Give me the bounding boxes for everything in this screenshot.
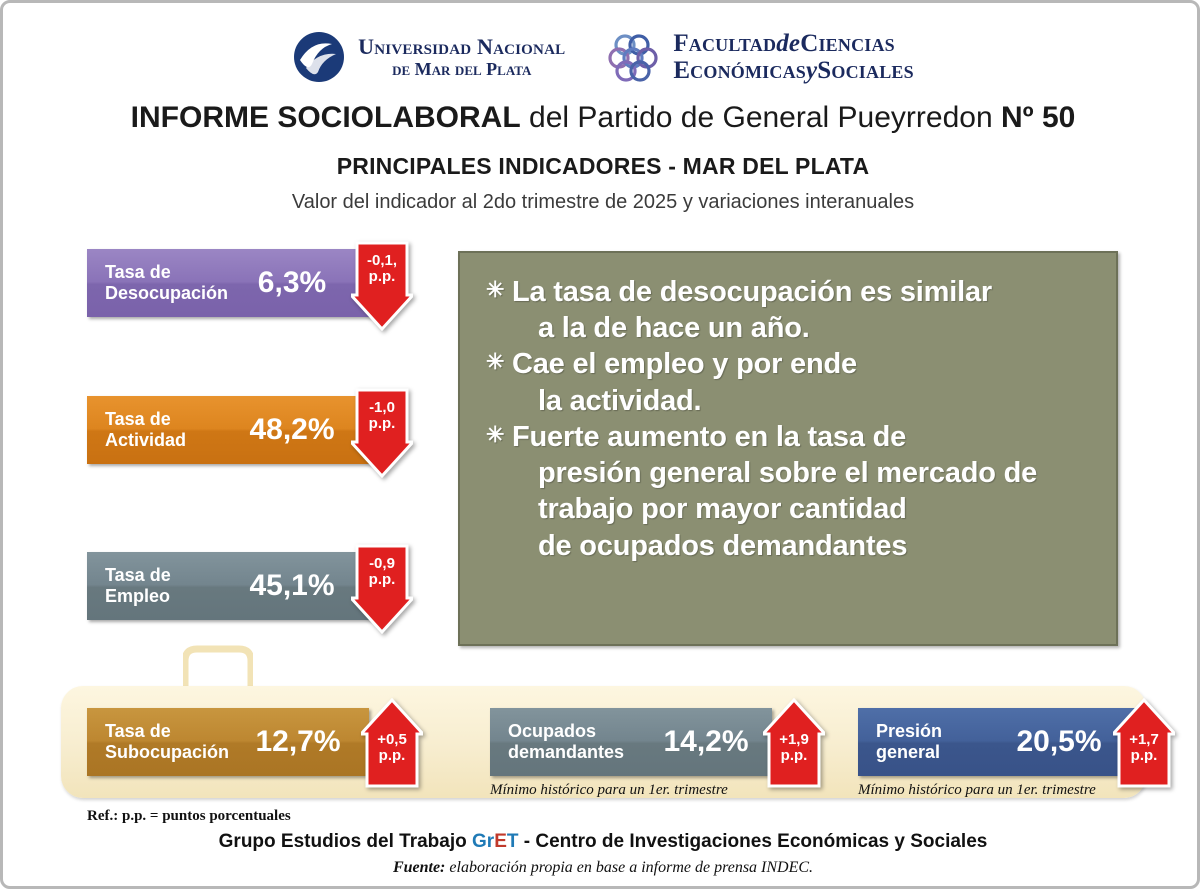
highlight-line: [486, 456, 1098, 490]
change-unit: p.p.: [368, 267, 396, 285]
indicator-label: [87, 721, 237, 762]
change-unit: p.p.: [368, 570, 396, 588]
fces-line1-c: Ciencias: [800, 29, 895, 57]
indicator-value: 20,5%: [1016, 725, 1102, 758]
indicator-label-line2: Actividad: [105, 430, 187, 450]
indicator-ocupados-demandantes: [490, 708, 772, 776]
change-unit: p.p.: [780, 746, 808, 764]
footer-source-text: elaboración propia en base a informe de prensa INDEC.: [449, 859, 814, 876]
gret-logo-gr: Gr: [472, 831, 495, 852]
indicator-label-line1: Tasa de: [105, 721, 171, 742]
asterisk-icon: ✳: [486, 277, 505, 302]
fces-line2-b: y: [806, 57, 818, 84]
logo-fces: [605, 29, 914, 85]
change-badge-text: [351, 400, 413, 432]
footer-source-label: Fuente:: [392, 859, 446, 876]
header-logos: [3, 21, 1200, 93]
highlight-text: de ocupados demandantes: [538, 529, 908, 562]
indicator-label-line1: Tasa de: [105, 262, 171, 283]
asterisk-icon: ✳: [486, 349, 505, 375]
change-badge-down-icon-empleo: [351, 542, 413, 634]
fces-line2-c: Sociales: [817, 57, 914, 84]
indicator-label-line1: Ocupados: [508, 721, 597, 742]
highlight-line: [486, 492, 1098, 526]
logo-unmdp: [292, 30, 565, 84]
indicator-label: [87, 409, 217, 450]
change-value: -0,1,: [366, 252, 397, 269]
change-badge-text: [351, 556, 413, 588]
gret-logo-t: T: [506, 831, 519, 852]
change-unit: p.p.: [368, 414, 396, 432]
highlights-box: [458, 251, 1118, 646]
page-title-number: Nº 50: [1000, 101, 1076, 134]
page-title-bold: INFORME SOCIOLABORAL: [130, 101, 521, 134]
change-unit: p.p.: [378, 746, 406, 764]
indicator-value: 14,2%: [663, 725, 749, 758]
page-title: [3, 101, 1200, 135]
fces-knot-logo-icon: [605, 29, 661, 85]
highlight-text: presión general sobre el mercado de: [538, 457, 1038, 490]
unmdp-line2: de Mar del Plata: [392, 59, 532, 80]
footnote-ocupados-demandantes: Mínimo histórico para un 1er. trimestre: [490, 782, 728, 798]
indicator-value: 12,7%: [255, 725, 341, 758]
indicator-label-line2: Subocupación: [105, 742, 230, 762]
fces-line2: [673, 57, 914, 85]
change-badge-up-icon-ocupados-demandantes: [763, 698, 825, 790]
indicator-label-line2: Desocupación: [105, 283, 229, 303]
footer-source: [3, 859, 1200, 877]
footer-group-name: Grupo Estudios del Trabajo: [218, 831, 467, 852]
change-badge-text: [351, 253, 413, 285]
highlight-text: La tasa de desocupación es similar: [512, 276, 992, 308]
indicator-label-line1: Tasa de: [105, 565, 171, 586]
indicator-label-line2: demandantes: [508, 742, 625, 762]
change-value: -0,9: [369, 555, 395, 572]
indicator-label: [490, 721, 650, 762]
indicator-tasa-actividad: [87, 396, 377, 464]
gret-logo-e: E: [494, 831, 507, 852]
indicator-value: 48,2%: [249, 413, 335, 446]
unmdp-logo-text: [358, 35, 565, 80]
indicator-tasa-subocupacion: [87, 708, 369, 776]
change-badge-down-icon-actividad: [351, 386, 413, 478]
change-badge-text: [763, 732, 825, 764]
indicator-label: [87, 262, 229, 303]
indicator-label-line1: Presión: [876, 721, 943, 742]
indicator-value: 45,1%: [249, 569, 335, 602]
highlight-line: [486, 347, 1098, 381]
change-badge-text: [361, 732, 423, 764]
indicator-tasa-desocupacion: [87, 249, 377, 317]
highlight-line: [486, 311, 1098, 345]
highlight-text: la actividad.: [538, 384, 702, 417]
reference-note: Ref.: p.p. = puntos porcentuales: [87, 808, 291, 824]
fces-line2-a: Económicas: [673, 57, 806, 84]
page-subtitle: PRINCIPALES INDICADORES - MAR DEL PLATA: [336, 153, 870, 179]
change-unit: p.p.: [1130, 746, 1158, 764]
change-badge-text: [1113, 732, 1175, 764]
fces-line1-a: Facultad: [673, 29, 777, 57]
highlight-line: [486, 420, 1098, 454]
change-value: -1,0: [369, 399, 395, 416]
unmdp-wave-logo-icon: [292, 30, 346, 84]
change-badge-up-icon-presion-general: [1113, 698, 1175, 790]
fces-line1: [673, 30, 914, 58]
indicator-label-line2: Empleo: [105, 586, 171, 606]
indicator-label: [858, 721, 988, 762]
highlight-text: Fuerte aumento en la tasa de: [512, 420, 907, 453]
footer-center-name: - Centro de Investigaciones Económicas y Sociales: [523, 831, 988, 852]
footnote-presion-general: Mínimo histórico para un 1er. trimestre: [858, 782, 1096, 798]
highlight-text: a la de hace un año.: [538, 312, 810, 345]
change-value: +0,5: [377, 731, 407, 748]
asterisk-icon: ✳: [486, 421, 505, 447]
footer-organization: [3, 831, 1200, 853]
change-value: +1,9: [779, 731, 809, 748]
indicator-tasa-empleo: [87, 552, 377, 620]
indicator-value: 6,3%: [257, 266, 327, 299]
indicator-label-line1: Tasa de: [105, 409, 171, 430]
page-note: Valor del indicador al 2do trimestre de 2025 y variaciones interanuales: [291, 191, 915, 213]
page-title-regular: del Partido de General Pueyrredon: [529, 101, 993, 134]
indicator-label: [87, 565, 217, 606]
change-badge-up-icon-subocupacion: [361, 698, 423, 790]
fces-logo-text: [673, 30, 914, 85]
highlight-text: trabajo por mayor cantidad: [538, 493, 907, 526]
highlight-line: [486, 384, 1098, 418]
fces-line1-b: de: [776, 29, 801, 57]
highlight-line: [486, 275, 1098, 309]
indicator-presion-general: [858, 708, 1140, 776]
highlight-text: Cae el empleo y por ende: [512, 348, 857, 381]
change-badge-down-icon-desocupacion: [351, 239, 413, 331]
change-value: +1,7: [1129, 731, 1159, 748]
highlight-line: [486, 529, 1098, 563]
indicator-label-line2: general: [876, 742, 941, 762]
unmdp-line1: Universidad Nacional: [358, 33, 566, 59]
